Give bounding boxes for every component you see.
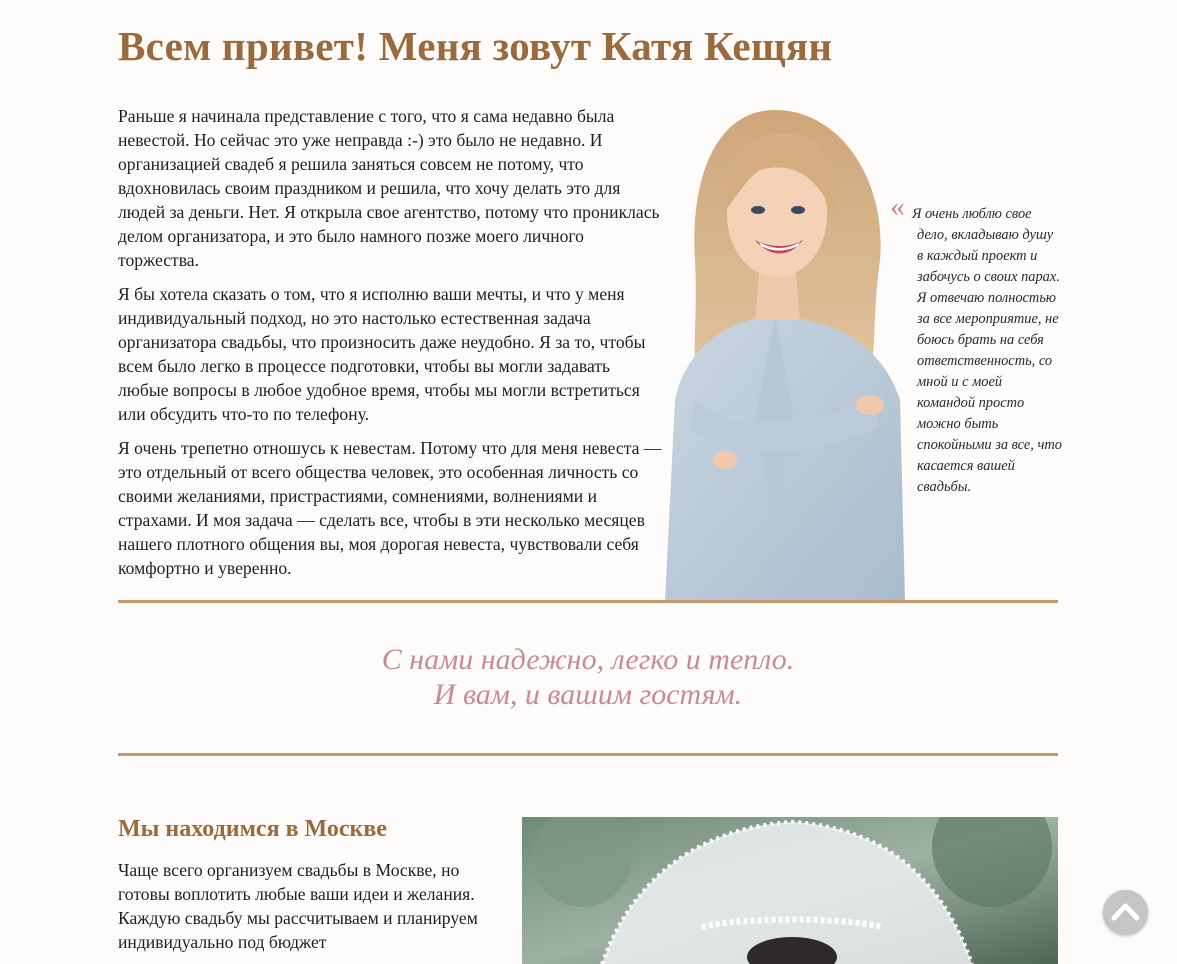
slogan-line-1: С нами надежно, легко и тепло. (381, 643, 795, 676)
slogan (118, 642, 1058, 712)
location-title: Мы находимся в Москве (118, 816, 387, 842)
divider-bottom (118, 753, 1058, 756)
quote-text: Я очень люблю свое дело, вкладываю душу в каждый проект и забочусь о своих парах. Я отвечаю полностью за все мероприятие, не боюсь брать на себя ответственность, со мной и с моей командой просто можно быть спокойными за все, что касается вашей свадьбы. (912, 206, 1062, 495)
intro-text (118, 104, 663, 590)
location-text: Чаще всего организуем свадьбы в Москве, но готовы воплотить любые ваши идеи и желания. Каждую свадьбу мы рассчитываем и планируем индивидуально под бюджет (118, 860, 478, 952)
scroll-to-top-button[interactable] (1103, 890, 1148, 935)
slogan-line-2: И вам, и вашим гостям. (433, 678, 743, 711)
page-title: Всем привет! Меня зовут Катя Кещян (118, 23, 833, 69)
quote-block (890, 190, 1062, 498)
intro-paragraph-3: Я очень трепетно отношусь к невестам. Потому что для меня невеста — это отдельный от всего общества человек, это особенная личность со своими желаниями, пристрастиями, сомнениями, волнениями и страхами. И моя задача — сделать все, чтобы в эти несколько месяцев нашего плотного общения вы, моя дорогая невеста, чувствовали себя комфортно и уверенно. (118, 438, 662, 578)
intro-paragraph-1: Раньше я начинала представление с того, что я сама недавно была невестой. Но сейчас это уже неправда :-) это было не недавно. И организацией свадеб я решила заняться совсем не потому, что вдохновилась своим праздником и решила, что хочу делать это для людей за деньги. Нет. Я открыла свое агентство, потому что прониклась делом организатора, и это было намного позже моего личного торжества. (118, 106, 660, 270)
divider-top (118, 600, 1058, 603)
chevron-up-icon (1103, 890, 1148, 935)
wedding-photo (522, 817, 1058, 964)
portrait-photo (655, 100, 915, 601)
quote-mark-icon: « (890, 190, 905, 223)
intro-paragraph-2: Я бы хотела сказать о том, что я исполню ваши мечты, и что у меня индивидуальный подход, но это настолько естественная задача организатора свадьбы, что произносить даже неудобно. Я за то, чтобы всем было легко в процессе подготовки, чтобы вы могли задавать любые вопросы в любое удобное время, чтобы мы могли встретиться или обсудить что-то по телефону. (118, 284, 646, 424)
